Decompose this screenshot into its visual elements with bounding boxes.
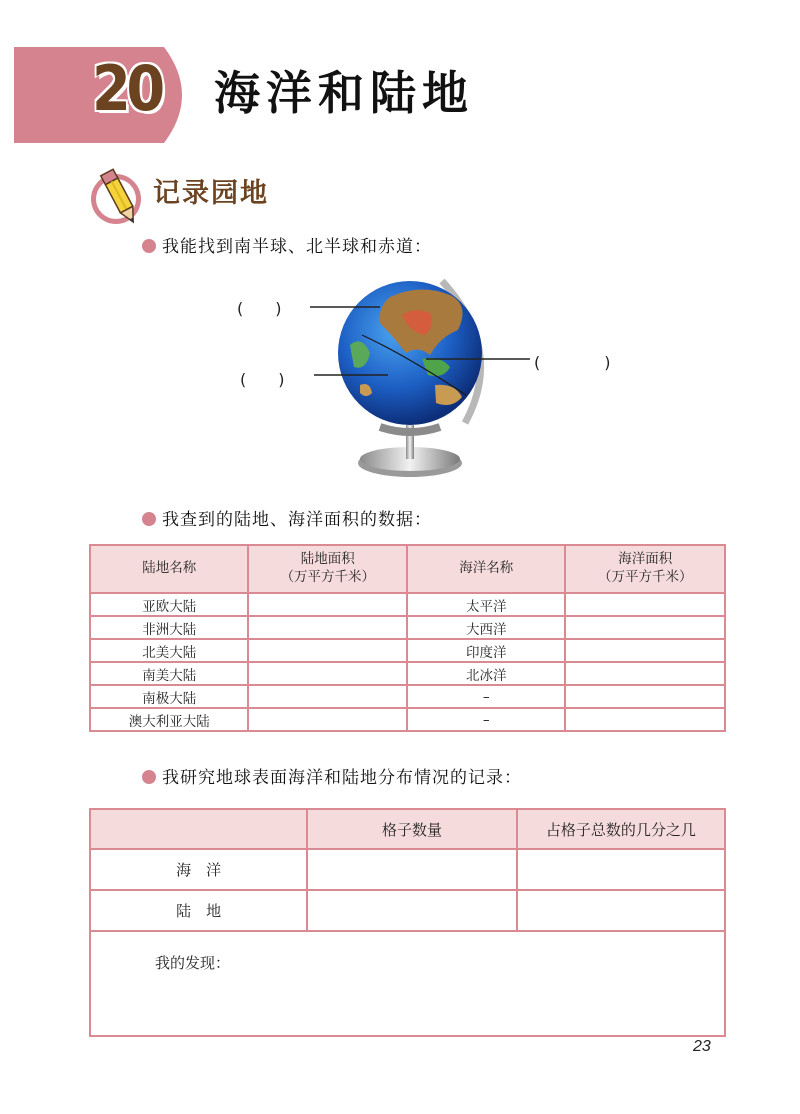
table-row: [90, 685, 725, 708]
col-land-name: 陆地名称: [90, 545, 248, 593]
ocean-name: 太平洋: [407, 593, 565, 616]
ocean-area-cell[interactable]: [565, 708, 725, 731]
table-row: [90, 639, 725, 662]
table-row: [90, 890, 725, 931]
ocean-fraction-cell[interactable]: [517, 849, 725, 890]
land-name: 南美大陆: [90, 662, 248, 685]
table-row: [90, 849, 725, 890]
grid-record-table: [89, 808, 726, 1037]
land-area-cell[interactable]: [248, 593, 407, 616]
bullet-dot-icon: [142, 512, 156, 526]
col-ocean-name: 海洋名称: [407, 545, 565, 593]
finding-label: 我的发现：: [155, 954, 231, 972]
land-area-cell[interactable]: [248, 616, 407, 639]
land-count-cell[interactable]: [307, 890, 516, 931]
col-blank: [90, 809, 307, 849]
page-number: 23: [693, 1038, 711, 1055]
equator-blank[interactable]: ( ): [534, 353, 611, 372]
col-land-area: 陆地面积 （万平方千米）: [248, 545, 407, 593]
row-label-land: 陆 地: [90, 890, 307, 931]
globe-illustration: [230, 275, 630, 485]
ocean-area-cell[interactable]: [565, 616, 725, 639]
ocean-area-cell[interactable]: [565, 639, 725, 662]
col-grid-count: 格子数量: [307, 809, 516, 849]
land-name: 非洲大陆: [90, 616, 248, 639]
area-table: [89, 544, 726, 732]
land-name: 澳大利亚大陆: [90, 708, 248, 731]
pencil-icon: [90, 165, 146, 227]
table-row: [90, 662, 725, 685]
ocean-name: –: [407, 708, 565, 731]
section-title: 记录园地: [153, 178, 269, 209]
land-fraction-cell[interactable]: [517, 890, 725, 931]
area-table-header: [90, 545, 725, 593]
hemisphere-blank-top[interactable]: ( ): [237, 299, 282, 318]
table-row: [90, 616, 725, 639]
bullet-dot-icon: [142, 239, 156, 253]
col-fraction: 占格子总数的几分之几: [517, 809, 725, 849]
land-area-cell[interactable]: [248, 662, 407, 685]
grid-table-header: [90, 809, 725, 849]
land-area-cell[interactable]: [248, 685, 407, 708]
table-row: [90, 593, 725, 616]
ocean-count-cell[interactable]: [307, 849, 516, 890]
globe-task-heading: 我能找到南半球、北半球和赤道：: [142, 239, 432, 256]
ocean-name: –: [407, 685, 565, 708]
ocean-area-cell[interactable]: [565, 662, 725, 685]
ocean-name: 大西洋: [407, 616, 565, 639]
ocean-name: 印度洋: [407, 639, 565, 662]
hemisphere-blank-bottom[interactable]: ( ): [240, 370, 285, 389]
land-name: 南极大陆: [90, 685, 248, 708]
bullet-dot-icon: [142, 770, 156, 784]
ocean-area-cell[interactable]: [565, 685, 725, 708]
lesson-title: 海洋和陆地: [214, 66, 474, 120]
row-label-ocean: 海 洋: [90, 849, 307, 890]
land-name: 亚欧大陆: [90, 593, 248, 616]
area-task-heading: 我查到的陆地、海洋面积的数据：: [142, 512, 432, 529]
ocean-area-cell[interactable]: [565, 593, 725, 616]
lesson-number: 20: [92, 52, 161, 125]
ocean-name: 北冰洋: [407, 662, 565, 685]
land-area-cell[interactable]: [248, 639, 407, 662]
land-area-cell[interactable]: [248, 708, 407, 731]
grid-task-heading: 我研究地球表面海洋和陆地分布情况的记录：: [142, 770, 522, 787]
land-name: 北美大陆: [90, 639, 248, 662]
col-ocean-area: 海洋面积 （万平方千米）: [565, 545, 725, 593]
table-row: [90, 708, 725, 731]
finding-row: [90, 931, 725, 1036]
finding-cell[interactable]: [90, 931, 725, 1036]
